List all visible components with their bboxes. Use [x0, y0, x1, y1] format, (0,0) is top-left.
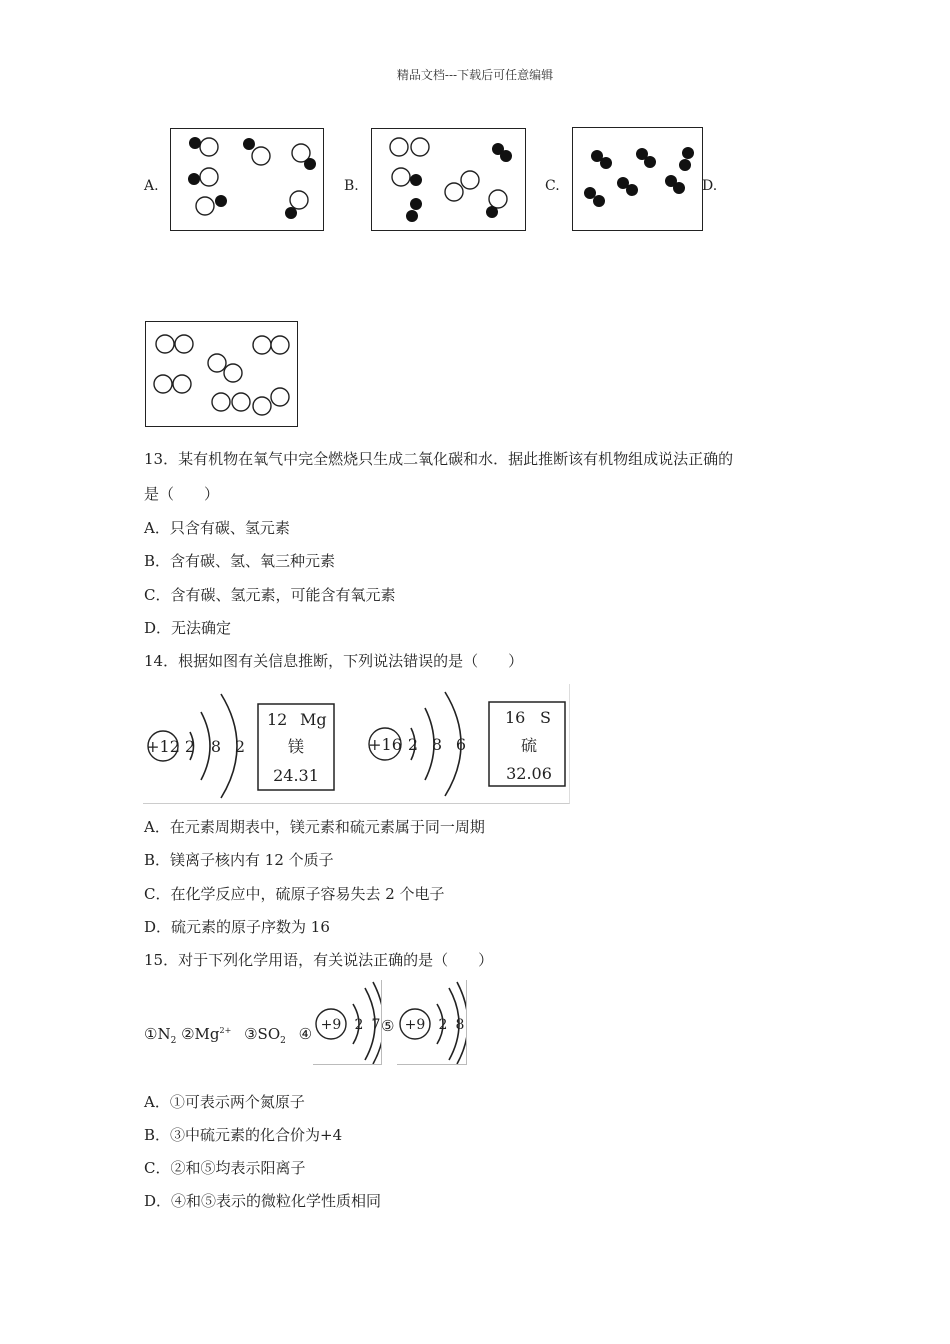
q13-option-d: D．无法确定 — [144, 619, 232, 637]
mg-atomic-number: 12 — [267, 710, 288, 729]
q14-atom-diagrams — [143, 684, 569, 803]
s-symbol: S — [540, 708, 551, 727]
d4-shell-2: 7 — [371, 1017, 381, 1033]
q15-item-1: ①N — [144, 1025, 171, 1043]
molecule-box-a — [170, 128, 324, 231]
q14-option-b: B．镁离子核内有 12 个质子 — [144, 851, 334, 869]
molecule-diagram-a — [171, 129, 322, 229]
q15-item-5: ⑤ — [381, 1017, 395, 1035]
d5-shell-1: 2 — [438, 1017, 448, 1033]
q15-formula-row — [144, 1021, 312, 1051]
s-nucleus-charge: +16 — [368, 735, 402, 754]
q13-stem-line1: 13．某有机物在氧气中完全燃烧只生成二氧化碳和水．据此推断该有机物组成说法正确的 — [144, 450, 734, 468]
option-a-label: A. — [144, 178, 159, 194]
q15-item-4: ④ — [298, 1025, 313, 1043]
q15-item-3: ③SO — [244, 1025, 281, 1043]
s-shell-3: 6 — [455, 735, 467, 754]
d5-nucleus-charge: +9 — [404, 1017, 426, 1033]
mg-shell-3: 2 — [234, 737, 246, 756]
q15-option-d: D．④和⑤表示的微粒化学性质相同 — [144, 1192, 382, 1210]
s-mass: 32.06 — [506, 764, 552, 783]
q15-item-2-superscript: 2+ — [219, 1026, 232, 1035]
q15-diagram-4 — [313, 980, 382, 1065]
mg-nucleus-charge: +12 — [146, 737, 180, 756]
q14-stem: 14．根据如图有关信息推断，下列说法错误的是（ ） — [144, 652, 524, 670]
q13-option-c: C．含有碳、氢元素，可能含有氧元素 — [144, 586, 396, 604]
mg-symbol: Mg — [300, 710, 327, 729]
s-shell-2: 8 — [431, 735, 443, 754]
q14-figure — [143, 684, 570, 804]
molecule-diagram-d — [146, 322, 296, 425]
d4-shell-1: 2 — [354, 1017, 364, 1033]
molecule-box-d — [145, 321, 298, 427]
d4-nucleus-charge: +9 — [320, 1017, 342, 1033]
q15-item-1-subscript: 2 — [170, 1036, 177, 1046]
q15-item-3-subscript: 2 — [280, 1036, 286, 1046]
mg-mass: 24.31 — [273, 766, 319, 785]
q13-stem-line2: 是（ ） — [144, 485, 220, 503]
option-d-label: D. — [702, 178, 718, 194]
page-header: 精品文档---下载后可任意编辑 — [396, 68, 554, 82]
s-shell-1: 2 — [407, 735, 419, 754]
mg-shell-1: 2 — [184, 737, 196, 756]
q14-option-c: C．在化学反应中，硫原子容易失去 2 个电子 — [144, 885, 445, 903]
q15-option-b: B．③中硫元素的化合价为+4 — [144, 1126, 343, 1144]
q15-diagram-5 — [397, 980, 467, 1065]
molecule-box-b — [371, 128, 526, 231]
q15-item-2: ②Mg — [181, 1025, 220, 1043]
molecule-diagram-b — [372, 129, 524, 229]
s-name: 硫 — [520, 736, 538, 755]
s-atomic-number: 16 — [505, 708, 526, 727]
q13-option-b: B．含有碳、氢、氧三种元素 — [144, 552, 336, 570]
mg-shell-2: 8 — [210, 737, 222, 756]
q15-option-c: C．②和⑤均表示阳离子 — [144, 1159, 306, 1177]
molecule-box-c — [572, 127, 703, 231]
q15-option-a: A．①可表示两个氮原子 — [144, 1093, 305, 1111]
molecule-diagram-c — [573, 128, 701, 229]
q13-option-a: A．只含有碳、氢元素 — [144, 519, 290, 537]
option-b-label: B. — [344, 178, 359, 194]
q14-option-d: D．硫元素的原子序数为 16 — [144, 918, 330, 936]
mg-name: 镁 — [287, 737, 305, 756]
q15-stem: 15．对于下列化学用语，有关说法正确的是（ ） — [144, 951, 494, 969]
q14-option-a: A．在元素周期表中，镁元素和硫元素属于同一周期 — [144, 818, 485, 836]
d5-shell-2: 8 — [455, 1017, 465, 1033]
option-c-label: C. — [545, 178, 560, 194]
